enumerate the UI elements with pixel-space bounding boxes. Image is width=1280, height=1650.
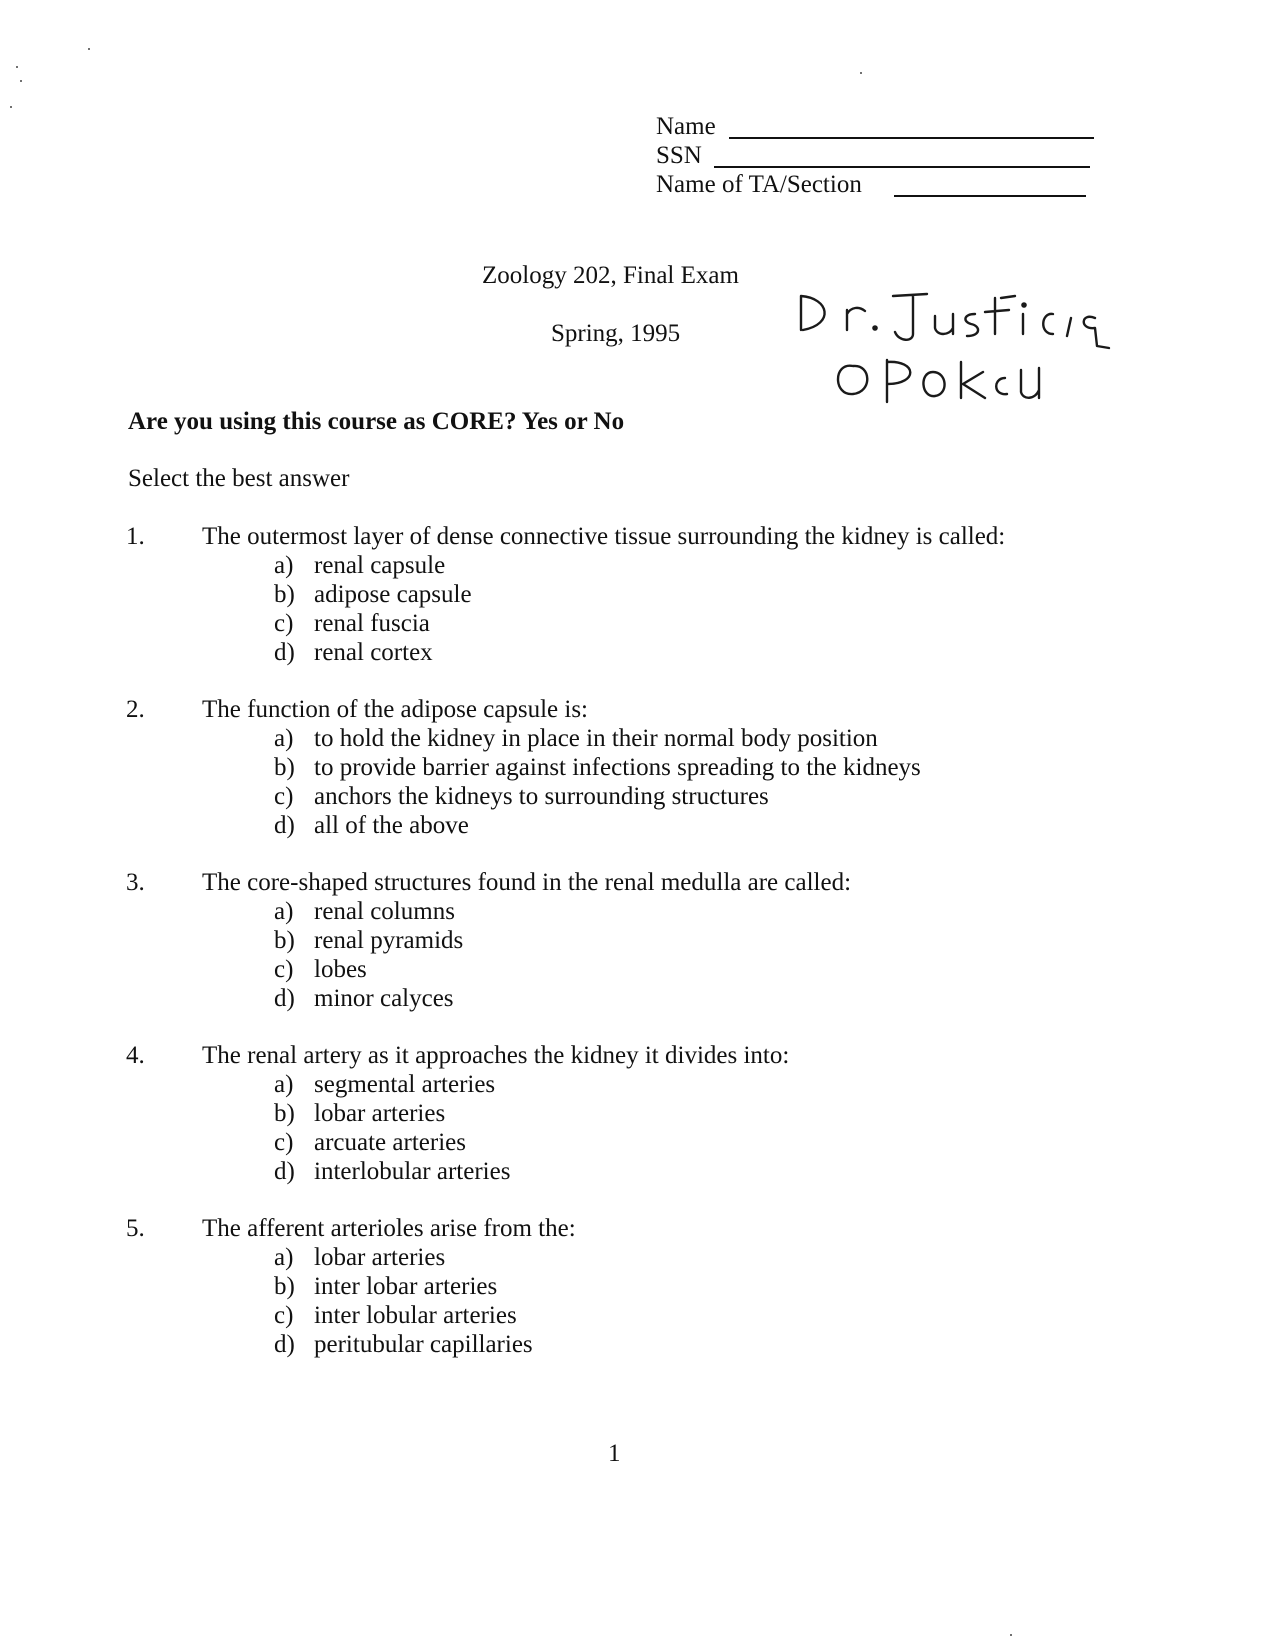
option-text: lobar arteries xyxy=(314,1100,446,1127)
answer-option[interactable] xyxy=(274,1272,1166,1301)
answer-option[interactable] xyxy=(274,782,1166,811)
option-letter: b) xyxy=(274,1273,295,1300)
option-text: segmental arteries xyxy=(314,1071,496,1098)
page-number: 1 xyxy=(608,1440,621,1467)
ta-section-label: Name of TA/Section xyxy=(656,171,862,198)
scan-speck xyxy=(88,48,90,50)
name-blank-line xyxy=(729,137,1094,139)
option-letter: a) xyxy=(274,1244,294,1271)
answer-option[interactable] xyxy=(274,897,1166,926)
option-letter: c) xyxy=(274,956,294,983)
answer-option[interactable] xyxy=(274,984,1166,1013)
question-number: 2. xyxy=(126,696,145,723)
option-letter: d) xyxy=(274,1331,295,1358)
scan-speck xyxy=(860,72,862,74)
exam-title: Zoology 202, Final Exam xyxy=(482,262,739,289)
scan-speck xyxy=(10,106,12,108)
answer-option[interactable] xyxy=(274,724,1166,753)
option-text: inter lobular arteries xyxy=(314,1302,517,1329)
question-1 xyxy=(126,522,1166,667)
option-letter: b) xyxy=(274,754,295,781)
option-letter: a) xyxy=(274,898,294,925)
option-letter: d) xyxy=(274,639,295,666)
ssn-field[interactable] xyxy=(656,141,862,170)
option-letter: d) xyxy=(274,812,295,839)
ssn-label: SSN xyxy=(656,142,702,169)
instructions: Select the best answer xyxy=(128,465,350,492)
answer-option[interactable] xyxy=(274,955,1166,984)
answer-option[interactable] xyxy=(274,753,1166,782)
ssn-blank-line xyxy=(714,166,1090,168)
option-text: lobes xyxy=(314,956,367,983)
question-text: The renal artery as it approaches the kidney it divides into: xyxy=(202,1042,790,1069)
option-letter: d) xyxy=(274,985,295,1012)
question-4 xyxy=(126,1041,1166,1186)
option-letter: d) xyxy=(274,1158,295,1185)
option-text: minor calyces xyxy=(314,985,454,1012)
question-text: The core-shaped structures found in the renal medulla are called: xyxy=(202,869,852,896)
answer-options xyxy=(126,1243,1166,1359)
option-letter: a) xyxy=(274,552,294,579)
option-text: arcuate arteries xyxy=(314,1129,466,1156)
option-text: renal columns xyxy=(314,898,455,925)
answer-option[interactable] xyxy=(274,811,1166,840)
option-text: lobar arteries xyxy=(314,1244,446,1271)
option-letter: c) xyxy=(274,610,294,637)
question-number: 1. xyxy=(126,523,145,550)
scan-speck xyxy=(20,80,22,82)
option-text: inter lobar arteries xyxy=(314,1273,498,1300)
option-letter: b) xyxy=(274,1100,295,1127)
answer-option[interactable] xyxy=(274,638,1166,667)
ta-section-field[interactable] xyxy=(656,170,862,199)
handwritten-name-signature xyxy=(795,288,1155,418)
answer-options xyxy=(126,724,1166,840)
answer-option[interactable] xyxy=(274,551,1166,580)
scan-speck xyxy=(1010,1634,1012,1636)
answer-option[interactable] xyxy=(274,580,1166,609)
option-text: renal fuscia xyxy=(314,610,430,637)
answer-option[interactable] xyxy=(274,926,1166,955)
question-text: The outermost layer of dense connective tissue surrounding the kidney is called: xyxy=(202,523,1006,550)
question-text: The function of the adipose capsule is: xyxy=(202,696,588,723)
answer-options xyxy=(126,1070,1166,1186)
answer-option[interactable] xyxy=(274,1330,1166,1359)
answer-option[interactable] xyxy=(274,1301,1166,1330)
question-5 xyxy=(126,1214,1166,1359)
option-letter: a) xyxy=(274,725,294,752)
question-2 xyxy=(126,695,1166,840)
answer-option[interactable] xyxy=(274,1070,1166,1099)
option-letter: c) xyxy=(274,1129,294,1156)
answer-option[interactable] xyxy=(274,1099,1166,1128)
answer-option[interactable] xyxy=(274,1128,1166,1157)
question-3 xyxy=(126,868,1166,1013)
option-text: all of the above xyxy=(314,812,469,839)
answer-options xyxy=(126,551,1166,667)
name-field[interactable] xyxy=(656,112,862,141)
question-number: 5. xyxy=(126,1215,145,1242)
option-text: interlobular arteries xyxy=(314,1158,511,1185)
question-number: 4. xyxy=(126,1042,145,1069)
option-text: renal cortex xyxy=(314,639,433,666)
option-letter: a) xyxy=(274,1071,294,1098)
answer-options xyxy=(126,897,1166,1013)
question-text: The afferent arterioles arise from the: xyxy=(202,1215,576,1242)
student-info-fields xyxy=(656,112,862,199)
option-letter: c) xyxy=(274,1302,294,1329)
name-label: Name xyxy=(656,113,716,140)
core-course-question: Are you using this course as CORE? Yes or No xyxy=(128,408,625,435)
exam-term: Spring, 1995 xyxy=(551,320,681,347)
option-text: adipose capsule xyxy=(314,581,472,608)
answer-option[interactable] xyxy=(274,609,1166,638)
option-text: renal pyramids xyxy=(314,927,464,954)
option-text: to provide barrier against infections spreading to the kidneys xyxy=(314,754,921,781)
option-text: peritubular capillaries xyxy=(314,1331,533,1358)
option-text: renal capsule xyxy=(314,552,446,579)
answer-option[interactable] xyxy=(274,1243,1166,1272)
scan-speck xyxy=(16,66,18,68)
ta-section-blank-line xyxy=(894,195,1086,197)
option-text: to hold the kidney in place in their normal body position xyxy=(314,725,878,752)
option-text: anchors the kidneys to surrounding structures xyxy=(314,783,769,810)
question-list xyxy=(126,522,1166,1387)
option-letter: b) xyxy=(274,927,295,954)
option-letter: b) xyxy=(274,581,295,608)
answer-option[interactable] xyxy=(274,1157,1166,1186)
question-number: 3. xyxy=(126,869,145,896)
option-letter: c) xyxy=(274,783,294,810)
